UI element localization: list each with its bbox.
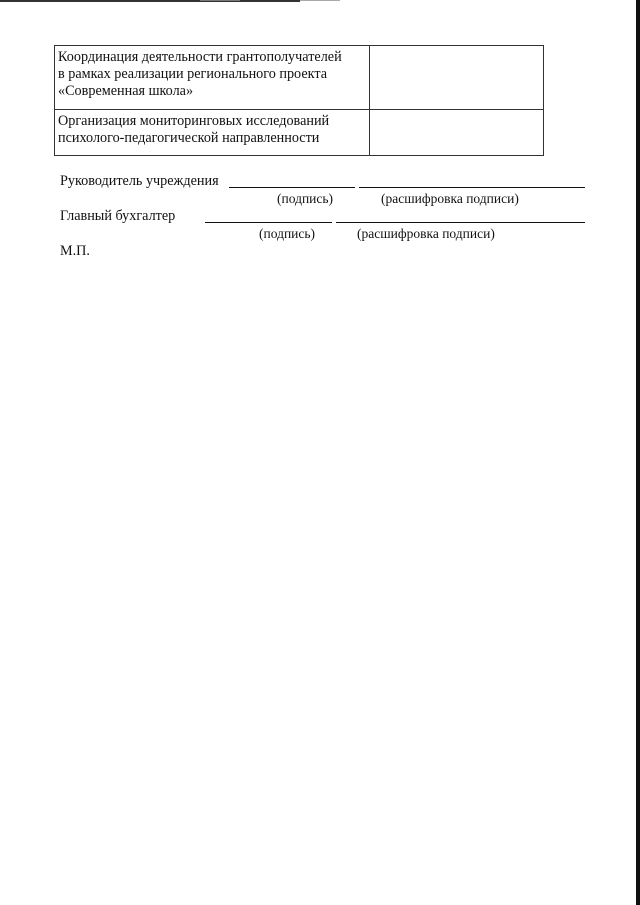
scan-top-border bbox=[300, 0, 340, 1]
value-cell bbox=[370, 110, 544, 156]
activity-cell bbox=[55, 110, 370, 156]
head-decoding-caption: (расшифровка подписи) bbox=[381, 191, 519, 206]
head-signature-caption: (подпись) bbox=[277, 191, 334, 206]
accountant-signature-line[interactable] bbox=[205, 222, 332, 223]
head-decoding-line[interactable] bbox=[359, 187, 585, 188]
accountant-label: Главный бухгалтер bbox=[60, 208, 176, 224]
activities-table bbox=[54, 45, 544, 156]
activity-cell bbox=[55, 46, 370, 110]
scan-right-edge bbox=[636, 0, 640, 905]
activity-text-line: психолого-педагогической направленности bbox=[58, 130, 320, 146]
table-row bbox=[55, 110, 544, 156]
stamp-place: М.П. bbox=[60, 243, 90, 259]
head-label: Руководитель учреждения bbox=[60, 173, 219, 189]
accountant-signature-caption: (подпись) bbox=[259, 226, 316, 241]
table-row bbox=[55, 46, 544, 110]
scan-top-border bbox=[0, 0, 300, 2]
activity-text-line: Организация мониторинговых исследований bbox=[58, 113, 330, 129]
accountant-decoding-line[interactable] bbox=[336, 222, 585, 223]
activity-text-line: в рамках реализации регионального проекта bbox=[58, 66, 327, 82]
scan-top-border bbox=[200, 0, 240, 1]
accountant-decoding-caption: (расшифровка подписи) bbox=[357, 226, 495, 241]
value-cell bbox=[370, 46, 544, 110]
activity-text-line: «Современная школа» bbox=[58, 83, 194, 99]
head-signature-line[interactable] bbox=[229, 187, 355, 188]
activity-text-line: Координация деятельности грантополучателей bbox=[58, 49, 342, 65]
